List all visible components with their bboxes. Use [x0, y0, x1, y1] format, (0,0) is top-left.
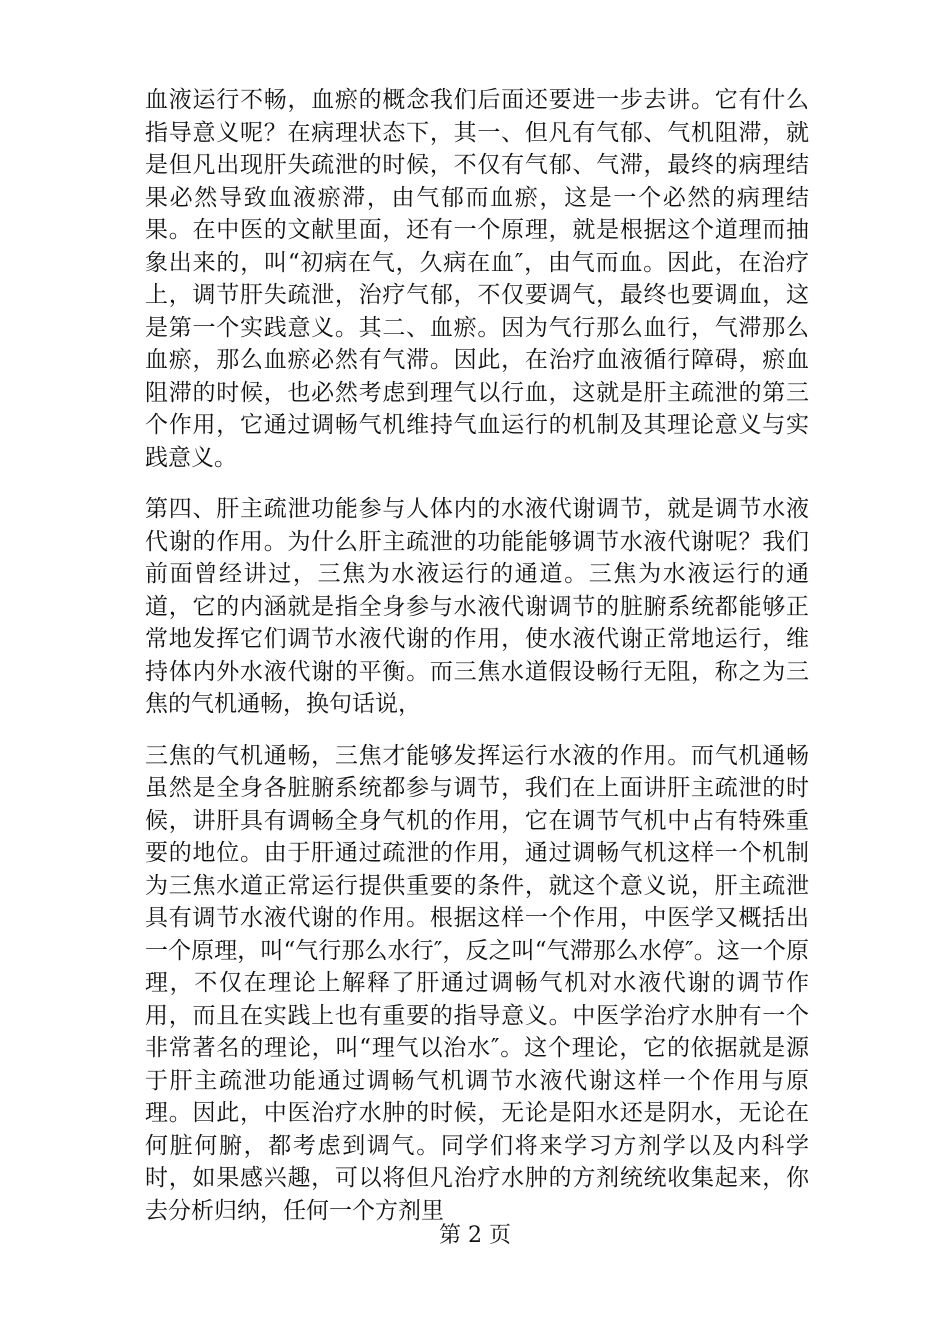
page-number: 第 2 页: [439, 1223, 511, 1248]
paragraph-3: 三焦的气机通畅，三焦才能够发挥运行水液的作用。而气机通畅虽然是全身各脏腑系统都参与调节，我们在上面讲肝主疏泄的时候，讲肝具有调畅全身气机的作用，它在调节气机中占有特殊重要的地位。由于肝通过疏泄的作用，通过调畅气机这样一个机制为三焦水道正常运行提供重要的条件，就这个意义说，肝主疏泄具有调节水液代谢的作用。根据这样一个作用，中医学又概括出一个原理，叫“气行那么水行″，反之叫“气滞那么水停″。这一个原理，不仅在理论上解释了肝通过调畅气机对水液代谢的调节作用，而且在实践上也有重要的指导意义。中医学治疗水肿有一个非常著名的理论，叫“理气以治水″。这个理论，它的依据就是源于肝主疏泄功能通过调畅气机调节水液代谢这样一个作用与原理。因此，中医治疗水肿的时候，无论是阳水还是阴水，无论在何脏何腑，都考虑到调气。同学们将来学习方剂学以及内科学时，如果感兴趣，可以将但凡治疗水肿的方剂统统收集起来，你去分析归纳，任何一个方剂里: [145, 742, 809, 1224]
document-body: [145, 84, 809, 1246]
paragraph-1: 血液运行不畅，血瘀的概念我们后面还要进一步去讲。它有什么指导意义呢？在病理状态下，其一、但凡有气郁、气机阻滞，就是但凡出现肝失疏泄的时候，不仅有气郁、气滞，最终的病理结果必然导致血液瘀滞，由气郁而血瘀，这是一个必然的病理结果。在中医的文献里面，还有一个原理，就是根据这个道理而抽象出来的，叫“初病在气，久病在血″，由气而血。因此，在治疗上，调节肝失疏泄，治疗气郁，不仅要调气，最终也要调血，这是第一个实践意义。其二、血瘀。因为气行那么血行，气滞那么血瘀，那么血瘀必然有气滞。因此，在治疗血液循行障碍，瘀血阻滞的时候，也必然考虑到理气以行血，这就是肝主疏泄的第三个作用，它通过调畅气机维持气血运行的机制及其理论意义与实践意义。: [145, 87, 809, 471]
paragraph-2: 第四、肝主疏泄功能参与人体内的水液代谢调节，就是调节水液代谢的作用。为什么肝主疏泄的功能能够调节水液代谢呢？我们前面曾经讲过，三焦为水液运行的通道。三焦为水液运行的通道，它的内涵就是指全身参与水液代谢调节的脏腑系统都能够正常地发挥它们调节水液代谢的作用，使水液代谢正常地运行，维持体内外水液代谢的平衡。而三焦水道假设畅行无阻，称之为三焦的气机通畅，换句话说，: [145, 496, 809, 717]
